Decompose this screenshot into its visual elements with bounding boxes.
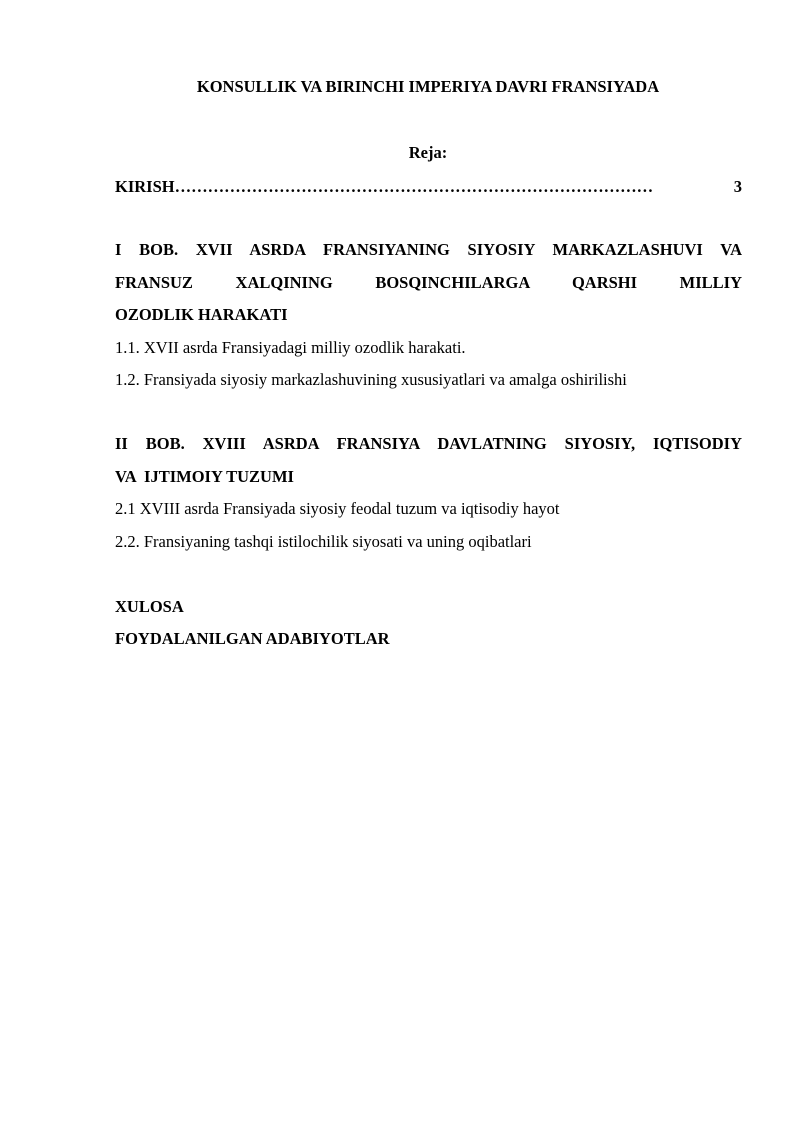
document-title: KONSULLIK VA BIRINCHI IMPERIYA DAVRI FRANSIYADA [196,77,660,96]
chapter1-heading-line-2: FRANSUZ XALQINING BOSQINCHILARGA QARSHI MILLIY [115,273,742,292]
chapter1-section-2: 1.2. Fransiyada siyosiy markazlashuvining xususiyatlari va amalga oshirilishi [115,370,627,389]
chapter2-section-2: 2.2. Fransiyaning tashqi istilochilik siyosati va uning oqibatlari [115,532,532,551]
toc-intro-page-number: 3 [733,177,742,196]
toc-entry-intro [115,177,742,197]
conclusion-heading: XULOSA [115,597,184,616]
chapter1-heading-line-3: OZODLIK HARAKATI [115,305,288,324]
chapter1-heading-line-1: I BOB. XVII ASRDA FRANSIYANING SIYOSIY MARKAZLASHUVI VA [115,240,742,259]
references-heading: FOYDALANILGAN ADABIYOTLAR [115,629,390,648]
chapter2-section-1: 2.1 XVIII asrda Fransiyada siyosiy feodal tuzum va iqtisodiy hayot [115,499,560,518]
chapter1-section-1: 1.1. XVII asrda Fransiyadagi milliy ozodlik harakati. [115,338,466,357]
toc-leader-dots: …………………………………………………………………………… [174,177,654,196]
chapter2-heading-line-2: VA IJTIMOIY TUZUMI [115,467,294,486]
chapter2-heading-line-1: II BOB. XVIII ASRDA FRANSIYA DAVLATNING SIYOSIY, IQTISODIY [115,434,742,453]
toc-intro-label: KIRISH [115,177,175,196]
plan-label: Reja: [408,143,448,162]
